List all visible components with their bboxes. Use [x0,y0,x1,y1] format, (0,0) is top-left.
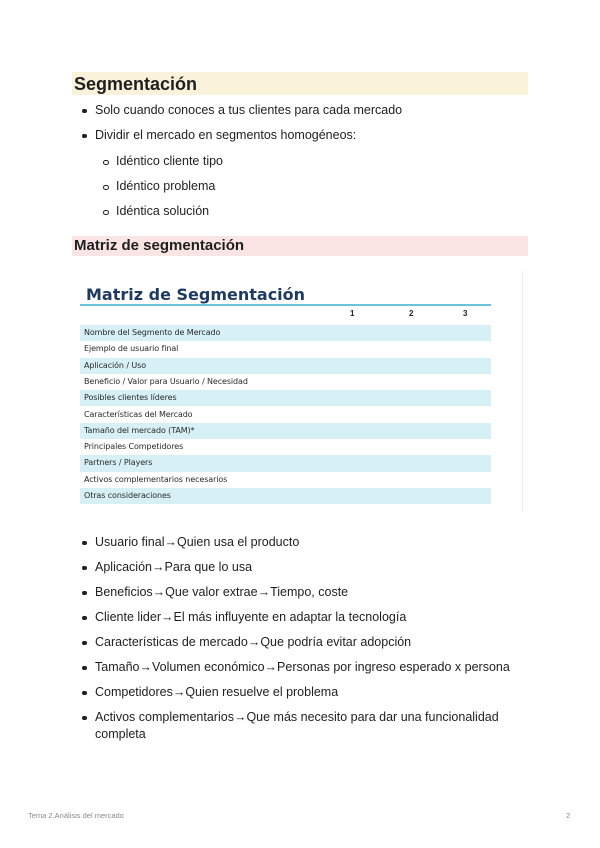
matrix-column-header: 2 [409,309,414,318]
footer-chapter-title: Tema 2.Análisis del mercado [28,811,124,820]
matrix-row: Activos complementarios necesarios [84,474,228,484]
sub-list-item: Idéntico problema [101,178,521,195]
list-item: Dividir el mercado en segmentos homogéneos: [80,127,530,144]
matrix-row: Otras consideraciones [80,488,491,504]
list-item: Solo cuando conoces a tus clientes para cada mercado [80,102,530,119]
matrix-row: Beneficio / Valor para Usuario / Necesidad [84,376,248,386]
list-item: Beneficios→Que valor extrae→Tiempo, coste [80,584,530,601]
matrix-row: Posibles clientes líderes [80,390,491,406]
list-item: Aplicación→Para que lo usa [80,559,530,576]
matrix-row: Características del Mercado [84,409,193,419]
matrix-explanation-list [80,534,530,743]
section-heading-matriz: Matriz de segmentación [72,236,528,256]
sub-list-item: Idéntico cliente tipo [101,153,521,170]
matrix-row: Nombre del Segmento de Mercado [80,325,491,341]
list-item: Competidores→Quien resuelve el problema [80,684,530,701]
section-heading-segmentacion: Segmentación [72,72,528,95]
matrix-row: Tamaño del mercado (TAM)* [80,423,491,439]
matrix-row: Partners / Players [80,455,491,471]
list-item: Usuario final→Quien usa el producto [80,534,530,551]
matrix-column-header: 1 [350,309,355,318]
list-item: Activos complementarios→Que más necesito para dar una funcionalidad completa [80,709,530,743]
matrix-row: Ejemplo de usuario final [84,344,179,354]
homogeneous-sub-list [101,153,521,220]
matrix-row: Principales Competidores [84,442,184,452]
list-item: Tamaño→Volumen económico→Personas por ingreso esperado x persona [80,659,530,676]
list-item: Cliente lider→El más influyente en adaptar la tecnología [80,609,530,626]
footer-page-number: 2 [566,811,571,820]
matrix-row: Aplicación / Uso [80,358,491,374]
matrix-title: Matriz de Segmentación [86,285,306,304]
segmentation-matrix-image [72,271,522,512]
list-item: Características de mercado→Que podría evitar adopción [80,634,530,651]
sub-list-item: Idéntica solución [101,203,521,220]
matrix-header-rule [80,304,491,306]
matrix-column-header: 3 [463,309,468,318]
segmentation-bullet-list [80,102,530,144]
